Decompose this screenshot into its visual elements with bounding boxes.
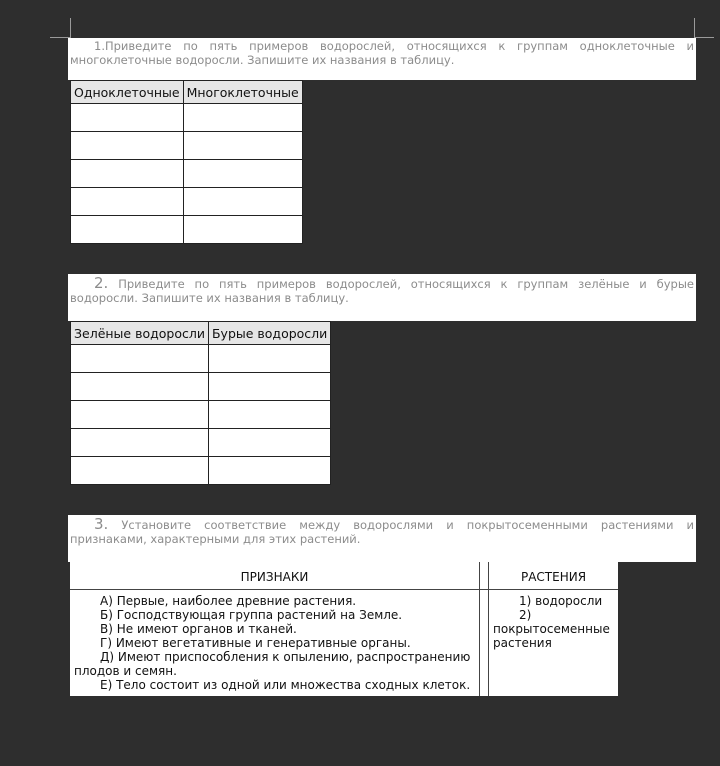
table-cell[interactable] [183, 188, 302, 216]
feature-e: Д) Имеют приспособления к опылению, распространению [100, 650, 471, 664]
table-cell[interactable] [183, 216, 302, 244]
task-2-header-brown: Бурые водоросли [208, 322, 330, 345]
plant-2-name: покрытосеменные [493, 622, 610, 636]
feature-a: А) Первые, наиболее древние растения. [100, 594, 357, 608]
feature-d: Г) Имеют вегетативные и генеративные органы. [100, 636, 411, 650]
task-2-text [68, 274, 696, 321]
plants-header: РАСТЕНИЯ [520, 570, 587, 584]
table-cell[interactable] [71, 429, 209, 457]
table-cell[interactable] [71, 188, 184, 216]
plants-list [493, 594, 613, 650]
task-2-question: Приведите по пять примеров водорослей, относящихся к группам зелёные и бурые водоросли. Запишите их названия в таблицу. [70, 277, 694, 305]
plant-2-number: 2) [519, 608, 532, 622]
features-header: ПРИЗНАКИ [240, 570, 309, 584]
margin-guide-horizontal-left [50, 37, 70, 38]
task-3-text [68, 515, 696, 562]
task-3-matching-table [70, 562, 618, 696]
table-cell[interactable] [71, 216, 184, 244]
table-cell[interactable] [183, 104, 302, 132]
features-list [74, 594, 474, 692]
table-cell[interactable] [71, 104, 184, 132]
task-2-table [70, 321, 331, 485]
table-cell[interactable] [208, 429, 330, 457]
task-1-question: Приведите по пять примеров водорослей, относящихся к группам одноклеточные и многоклеточные водоросли. Запишите их названия в таблицу. [70, 39, 694, 67]
table-cell[interactable] [71, 373, 209, 401]
task-3-question: Установите соответствие между водорослями и покрытосеменными растениями и признаками, характерными для этих растений. [70, 518, 695, 546]
table-cell[interactable] [71, 401, 209, 429]
feature-f: Е) Тело состоит из одной или множества сходных клеток. [100, 678, 471, 692]
margin-guide-horizontal-right [694, 37, 714, 38]
header-divider [70, 589, 618, 590]
table-cell[interactable] [71, 345, 209, 373]
feature-c: В) Не имеют органов и тканей. [100, 622, 297, 636]
task-1-table [70, 80, 303, 244]
table-cell[interactable] [208, 345, 330, 373]
task-3-number: 3. [94, 515, 109, 533]
table-cell[interactable] [71, 160, 184, 188]
feature-b: Б) Господствующая группа растений на Земле. [100, 608, 403, 622]
table-cell[interactable] [208, 401, 330, 429]
column-divider [479, 562, 480, 696]
task-1-number: 1. [94, 39, 105, 53]
task-1-text [68, 38, 696, 80]
plant-2-name-continued: растения [493, 636, 552, 650]
margin-guide-vertical-left [70, 18, 71, 40]
table-cell[interactable] [71, 132, 184, 160]
table-cell[interactable] [208, 457, 330, 485]
task-2-header-green: Зелёные водоросли [71, 322, 209, 345]
table-cell[interactable] [208, 373, 330, 401]
table-cell[interactable] [183, 160, 302, 188]
task-2-number: 2. [94, 274, 109, 292]
plant-1: 1) водоросли [519, 594, 603, 608]
table-cell[interactable] [183, 132, 302, 160]
table-cell[interactable] [71, 457, 209, 485]
feature-e-continued: плодов и семян. [74, 664, 177, 678]
task-1-header-unicellular: Одноклеточные [71, 81, 184, 104]
task-1-header-multicellular: Многоклеточные [183, 81, 302, 104]
